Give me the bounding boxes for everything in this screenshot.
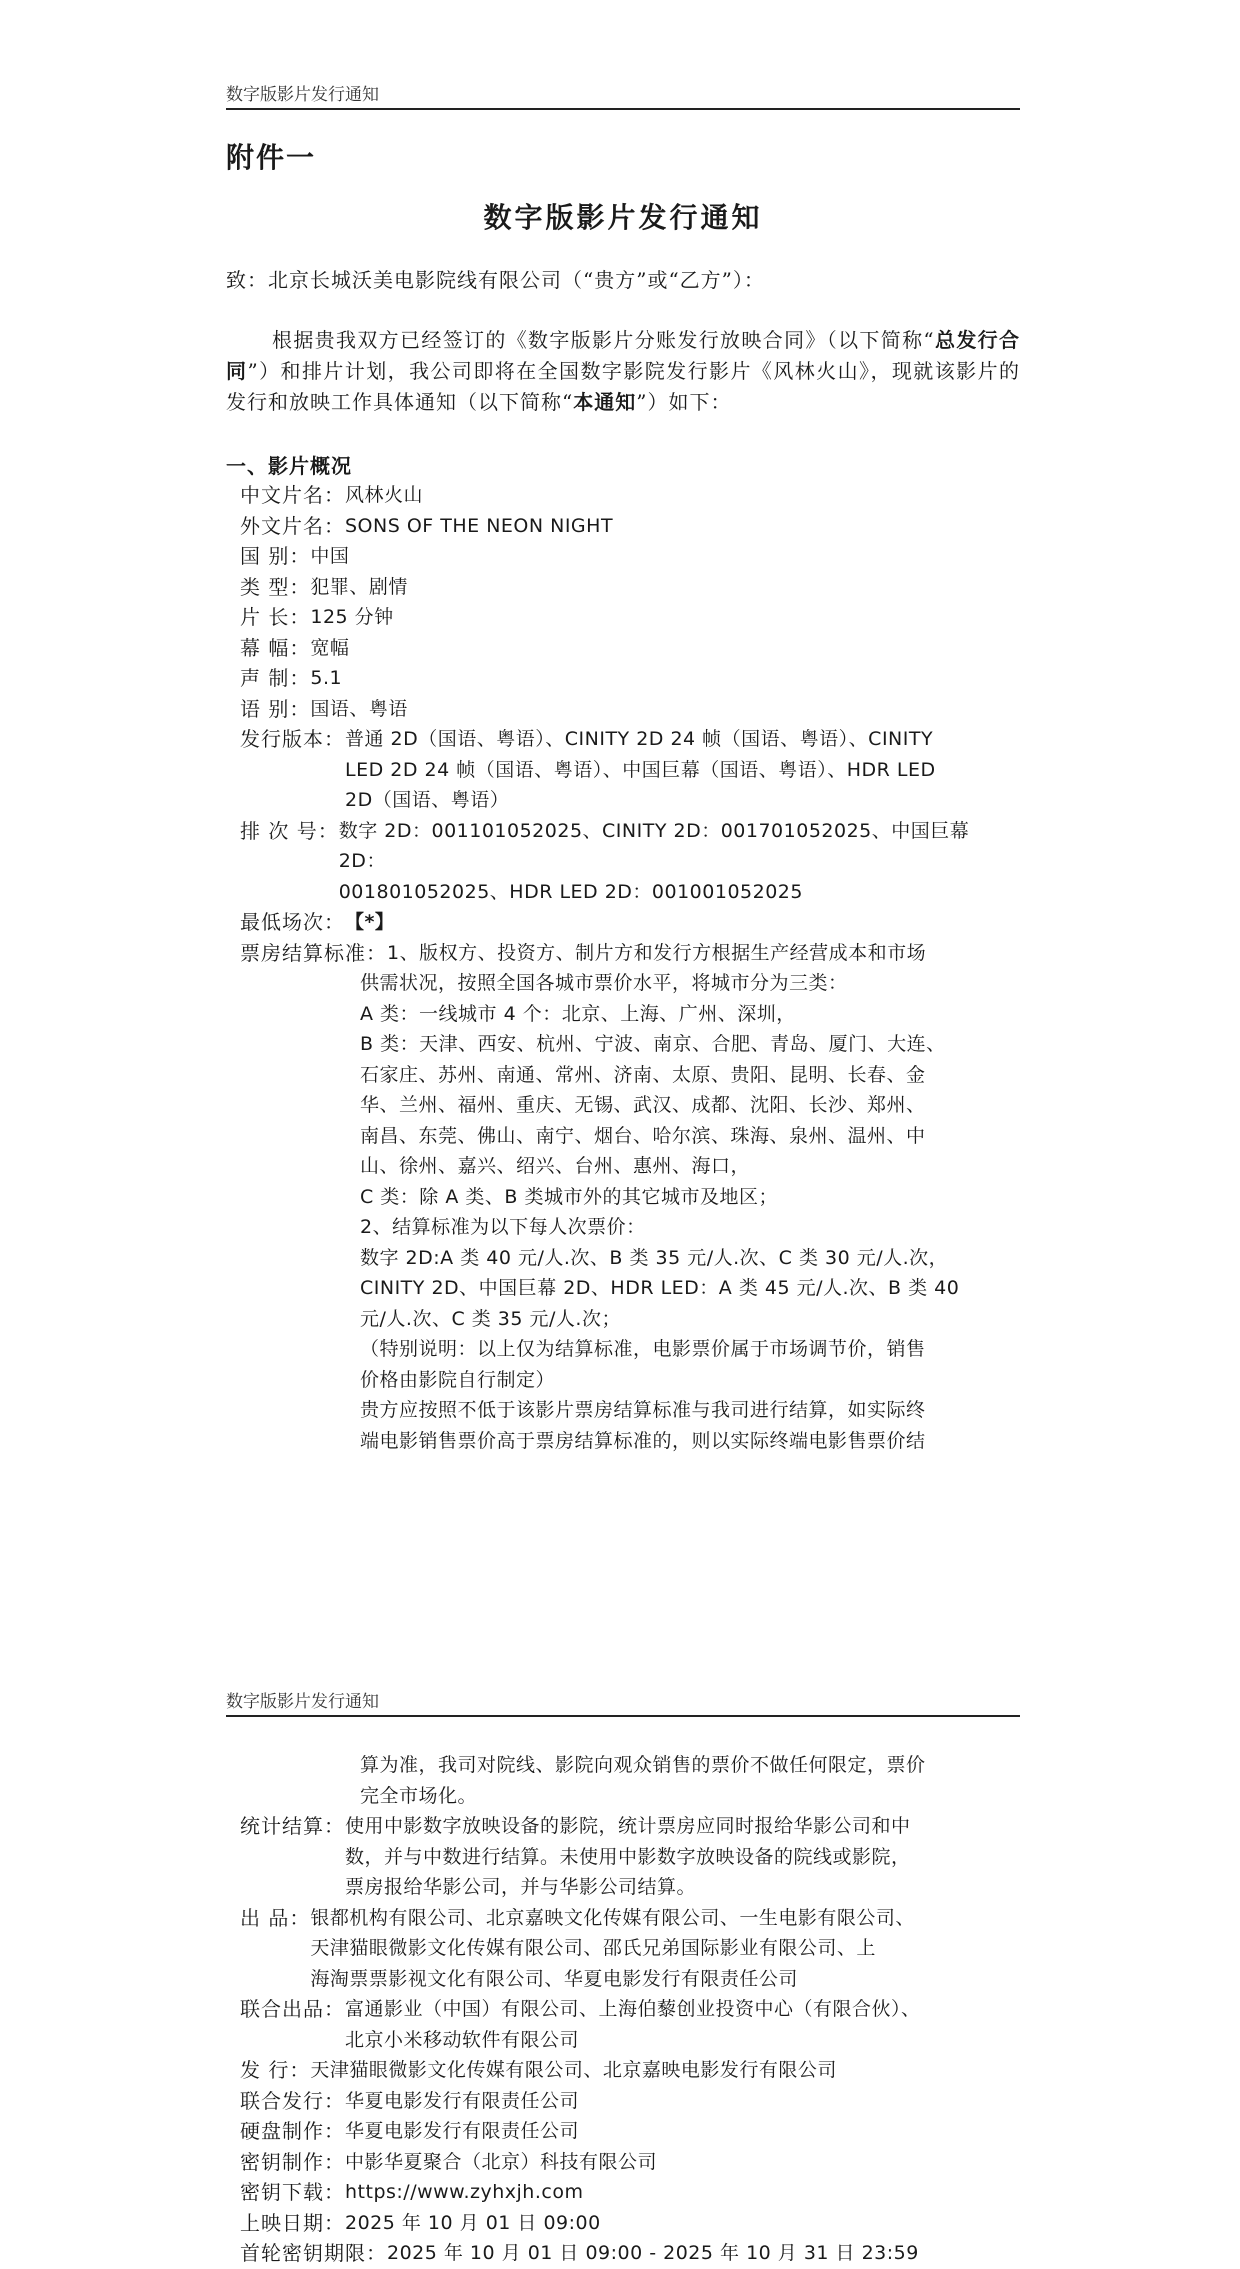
- field-value: 天津猫眼微影文化传媒有限公司、北京嘉映电影发行有限公司: [310, 2059, 837, 2081]
- field-label: 片 长：: [240, 605, 311, 629]
- field-label: 出 品：: [240, 1905, 311, 1930]
- value-line: 使用中影数字放映设备的影院，统计票房应同时报给华影公司和中: [345, 1815, 911, 1837]
- intro-text-2: ”）和排片计划，我公司即将在全国数字影院发行影片《风林火山》，现就该影片的发行和放映工作具体通知（以下简称“: [226, 359, 1021, 414]
- field-value: https://www.zyhxjh.com: [345, 2181, 584, 2203]
- value-line: LED 2D 24 帧（国语、粤语）、中国巨幕（国语、粤语）、HDR LED: [345, 758, 936, 781]
- settlement-line: 贵方应按照不低于该影片票房结算标准与我司进行结算，如实际终: [360, 1399, 926, 1421]
- field-en-title: [240, 511, 1020, 542]
- field-cn-title: [240, 480, 1020, 511]
- value-line: 数字 2D：001101052025、CINITY 2D：001701052025、中国巨幕 2D：: [338, 819, 970, 872]
- field-value: 5.1: [310, 667, 343, 689]
- settlement-line: （特别说明：以上仅为结算标准，电影票价属于市场调节价，销售: [360, 1338, 926, 1360]
- value-line: 数，并与中数进行结算。未使用中影数字放映设备的院线或影院，: [345, 1845, 911, 1868]
- field-serial: [240, 816, 1020, 908]
- field-value: 犯罪、剧情: [310, 575, 408, 598]
- field-co-producer: [240, 1994, 1020, 2055]
- settlement-line: C 类：除 A 类、B 类城市外的其它城市及地区；: [360, 1185, 778, 1208]
- value-line: 天津猫眼微影文化传媒有限公司、邵氏兄弟国际影业有限公司、上: [310, 1937, 876, 1959]
- field-label: 声 制：: [240, 666, 311, 690]
- field-disk: [240, 2116, 1020, 2147]
- field-value: 华夏电影发行有限责任公司: [345, 2089, 580, 2112]
- field-sound: [240, 663, 1020, 694]
- field-aspect: [240, 633, 1020, 664]
- field-settlement: [240, 938, 1020, 969]
- value-line: 2D（国语、粤语）: [345, 789, 510, 811]
- field-value: SONS OF THE NEON NIGHT: [345, 514, 614, 537]
- value-line: 海淘票票影视文化有限公司、华夏电影发行有限责任公司: [310, 1967, 798, 1990]
- intro-bold-2: 本通知: [573, 390, 637, 414]
- section-title: 一、影片概况: [226, 454, 352, 478]
- page-header: [226, 80, 1020, 110]
- field-label: 中文片名：: [240, 483, 345, 507]
- field-label: 密钥下载：: [240, 2180, 345, 2204]
- settlement-line: 华、兰州、福州、重庆、无锡、武汉、成都、沈阳、长沙、郑州、: [360, 1094, 926, 1116]
- field-label: 外文片名：: [240, 513, 345, 538]
- field-value: 华夏电影发行有限责任公司: [345, 2120, 580, 2142]
- field-label: 联合出品：: [240, 1997, 345, 2021]
- intro-text-3: ”）如下：: [636, 390, 732, 414]
- intro-bold-1: 总发行合同: [226, 328, 1021, 383]
- field-length: [240, 602, 1020, 633]
- field-release-date: [240, 2208, 1020, 2239]
- value-line: 普通 2D（国语、粤语）、CINITY 2D 24 帧（国语、粤语）、CINITY: [345, 728, 934, 750]
- field-label: 发 行：: [240, 2058, 311, 2082]
- field-value: 国语、粤语: [310, 697, 408, 720]
- field-country: [240, 541, 1020, 572]
- field-value: 2025 年 10 月 01 日 09:00 - 2025 年 10 月 31 日 23:59: [387, 2242, 919, 2264]
- running-title: 数字版影片发行通知: [226, 85, 379, 105]
- field-label: 联合发行：: [240, 2088, 345, 2113]
- field-label: 语 别：: [240, 696, 311, 721]
- field-stat-settlement: [240, 1811, 1020, 1903]
- field-label: 密钥制作：: [240, 2149, 345, 2174]
- field-label: 幕 幅：: [240, 635, 311, 660]
- settlement-line: 完全市场化。: [360, 1784, 478, 1807]
- running-title: 数字版影片发行通知: [226, 1692, 379, 1712]
- value-line: 银都机构有限公司、北京嘉映文化传媒有限公司、一生电影有限公司、: [310, 1906, 915, 1929]
- settlement-line: 山、徐州、嘉兴、绍兴、台州、惠州、海口，: [360, 1155, 751, 1177]
- field-value: [310, 1903, 1020, 1995]
- field-value: 中国: [310, 545, 350, 567]
- value-line: 票房报给华影公司，并与华影公司结算。: [345, 1876, 697, 1898]
- field-min-screenings: [240, 907, 1020, 938]
- value-line: 富通影业（中国）有限公司、上海伯藜创业投资中心（有限合伙）、: [345, 1998, 921, 2020]
- field-value: 1、版权方、投资方、制片方和发行方根据生产经营成本和市场: [387, 941, 927, 964]
- field-label: 国 别：: [240, 544, 311, 568]
- field-value: 中影华夏聚合（北京）科技有限公司: [345, 2150, 658, 2173]
- settlement-line: 元/人.次、C 类 35 元/人.次；: [360, 1307, 621, 1330]
- film-info-list: [240, 480, 1020, 1456]
- settlement-line: 端电影销售票价高于票房结算标准的，则以实际终端电影售票价结: [360, 1429, 926, 1452]
- field-key-download: [240, 2177, 1020, 2208]
- field-label: 类 型：: [240, 574, 311, 599]
- field-label: 排 次 号：: [240, 818, 339, 843]
- settlement-line: CINITY 2D、中国巨幕 2D、HDR LED：A 类 45 元/人.次、B 类 40: [360, 1277, 960, 1299]
- settlement-line: 南昌、东莞、佛山、南宁、烟台、哈尔滨、珠海、泉州、温州、中: [360, 1124, 926, 1147]
- field-label: 上映日期：: [240, 2210, 345, 2235]
- settlement-line: 石家庄、苏州、南通、常州、济南、太原、贵阳、昆明、长春、金: [360, 1063, 926, 1086]
- field-value: 【*】: [345, 911, 395, 933]
- document-title: 数字版影片发行通知: [483, 201, 763, 234]
- field-label: 最低场次：: [240, 910, 345, 934]
- field-value: [345, 724, 1020, 816]
- value-line: 北京小米移动软件有限公司: [345, 2028, 580, 2051]
- settlement-line: A 类：一线城市 4 个：北京、上海、广州、深圳，: [360, 1002, 796, 1025]
- field-producer: [240, 1903, 1020, 1995]
- field-key-maker: [240, 2147, 1020, 2178]
- field-language: [240, 694, 1020, 725]
- field-label: 发行版本：: [240, 727, 345, 751]
- value-line: 001801052025、HDR LED 2D：001001052025: [338, 880, 803, 903]
- field-label: 硬盘制作：: [240, 2119, 345, 2143]
- intro-paragraph: [226, 325, 1020, 418]
- field-value: 风林火山: [345, 484, 424, 506]
- field-versions: [240, 724, 1020, 816]
- field-value: [345, 1994, 1020, 2055]
- field-value: [345, 1811, 1020, 1903]
- addressee: 致：北京长城沃美电影院线有限公司（“贵方”或“乙方”）：: [226, 268, 765, 292]
- field-value: 125 分钟: [310, 606, 394, 628]
- field-genre: [240, 572, 1020, 603]
- page-header: [226, 1687, 1020, 1717]
- field-value: 2025 年 10 月 01 日 09:00: [345, 2211, 601, 2234]
- settlement-line: B 类：天津、西安、杭州、宁波、南京、合肥、青岛、厦门、大连、: [360, 1033, 946, 1055]
- intro-text-1: 根据贵我双方已经签订的《数字版影片分账发行放映合同》（以下简称“: [272, 328, 935, 352]
- field-distributor: [240, 2055, 1020, 2086]
- settlement-line: 算为准，我司对院线、影院向观众销售的票价不做任何限定，票价: [360, 1754, 926, 1776]
- field-co-distributor: [240, 2086, 1020, 2117]
- settlement-line: 2、结算标准为以下每人次票价：: [360, 1216, 646, 1238]
- settlement-line: 数字 2D:A 类 40 元/人.次、B 类 35 元/人.次、C 类 30 元/人.次，: [360, 1246, 949, 1269]
- field-label: 统计结算：: [240, 1814, 345, 1838]
- settlement-line: 供需状况，按照全国各城市票价水平，将城市分为三类：: [360, 972, 848, 994]
- field-value: 宽幅: [310, 636, 350, 659]
- field-label: 首轮密钥期限：: [240, 2241, 387, 2265]
- annex-label: 附件一: [226, 141, 317, 174]
- settlement-line: 价格由影院自行制定）: [360, 1368, 556, 1391]
- field-value: [339, 816, 1020, 908]
- film-info-list-continued: [240, 1750, 1020, 2269]
- field-first-key-period: [240, 2238, 1020, 2269]
- field-label: 票房结算标准：: [240, 940, 387, 965]
